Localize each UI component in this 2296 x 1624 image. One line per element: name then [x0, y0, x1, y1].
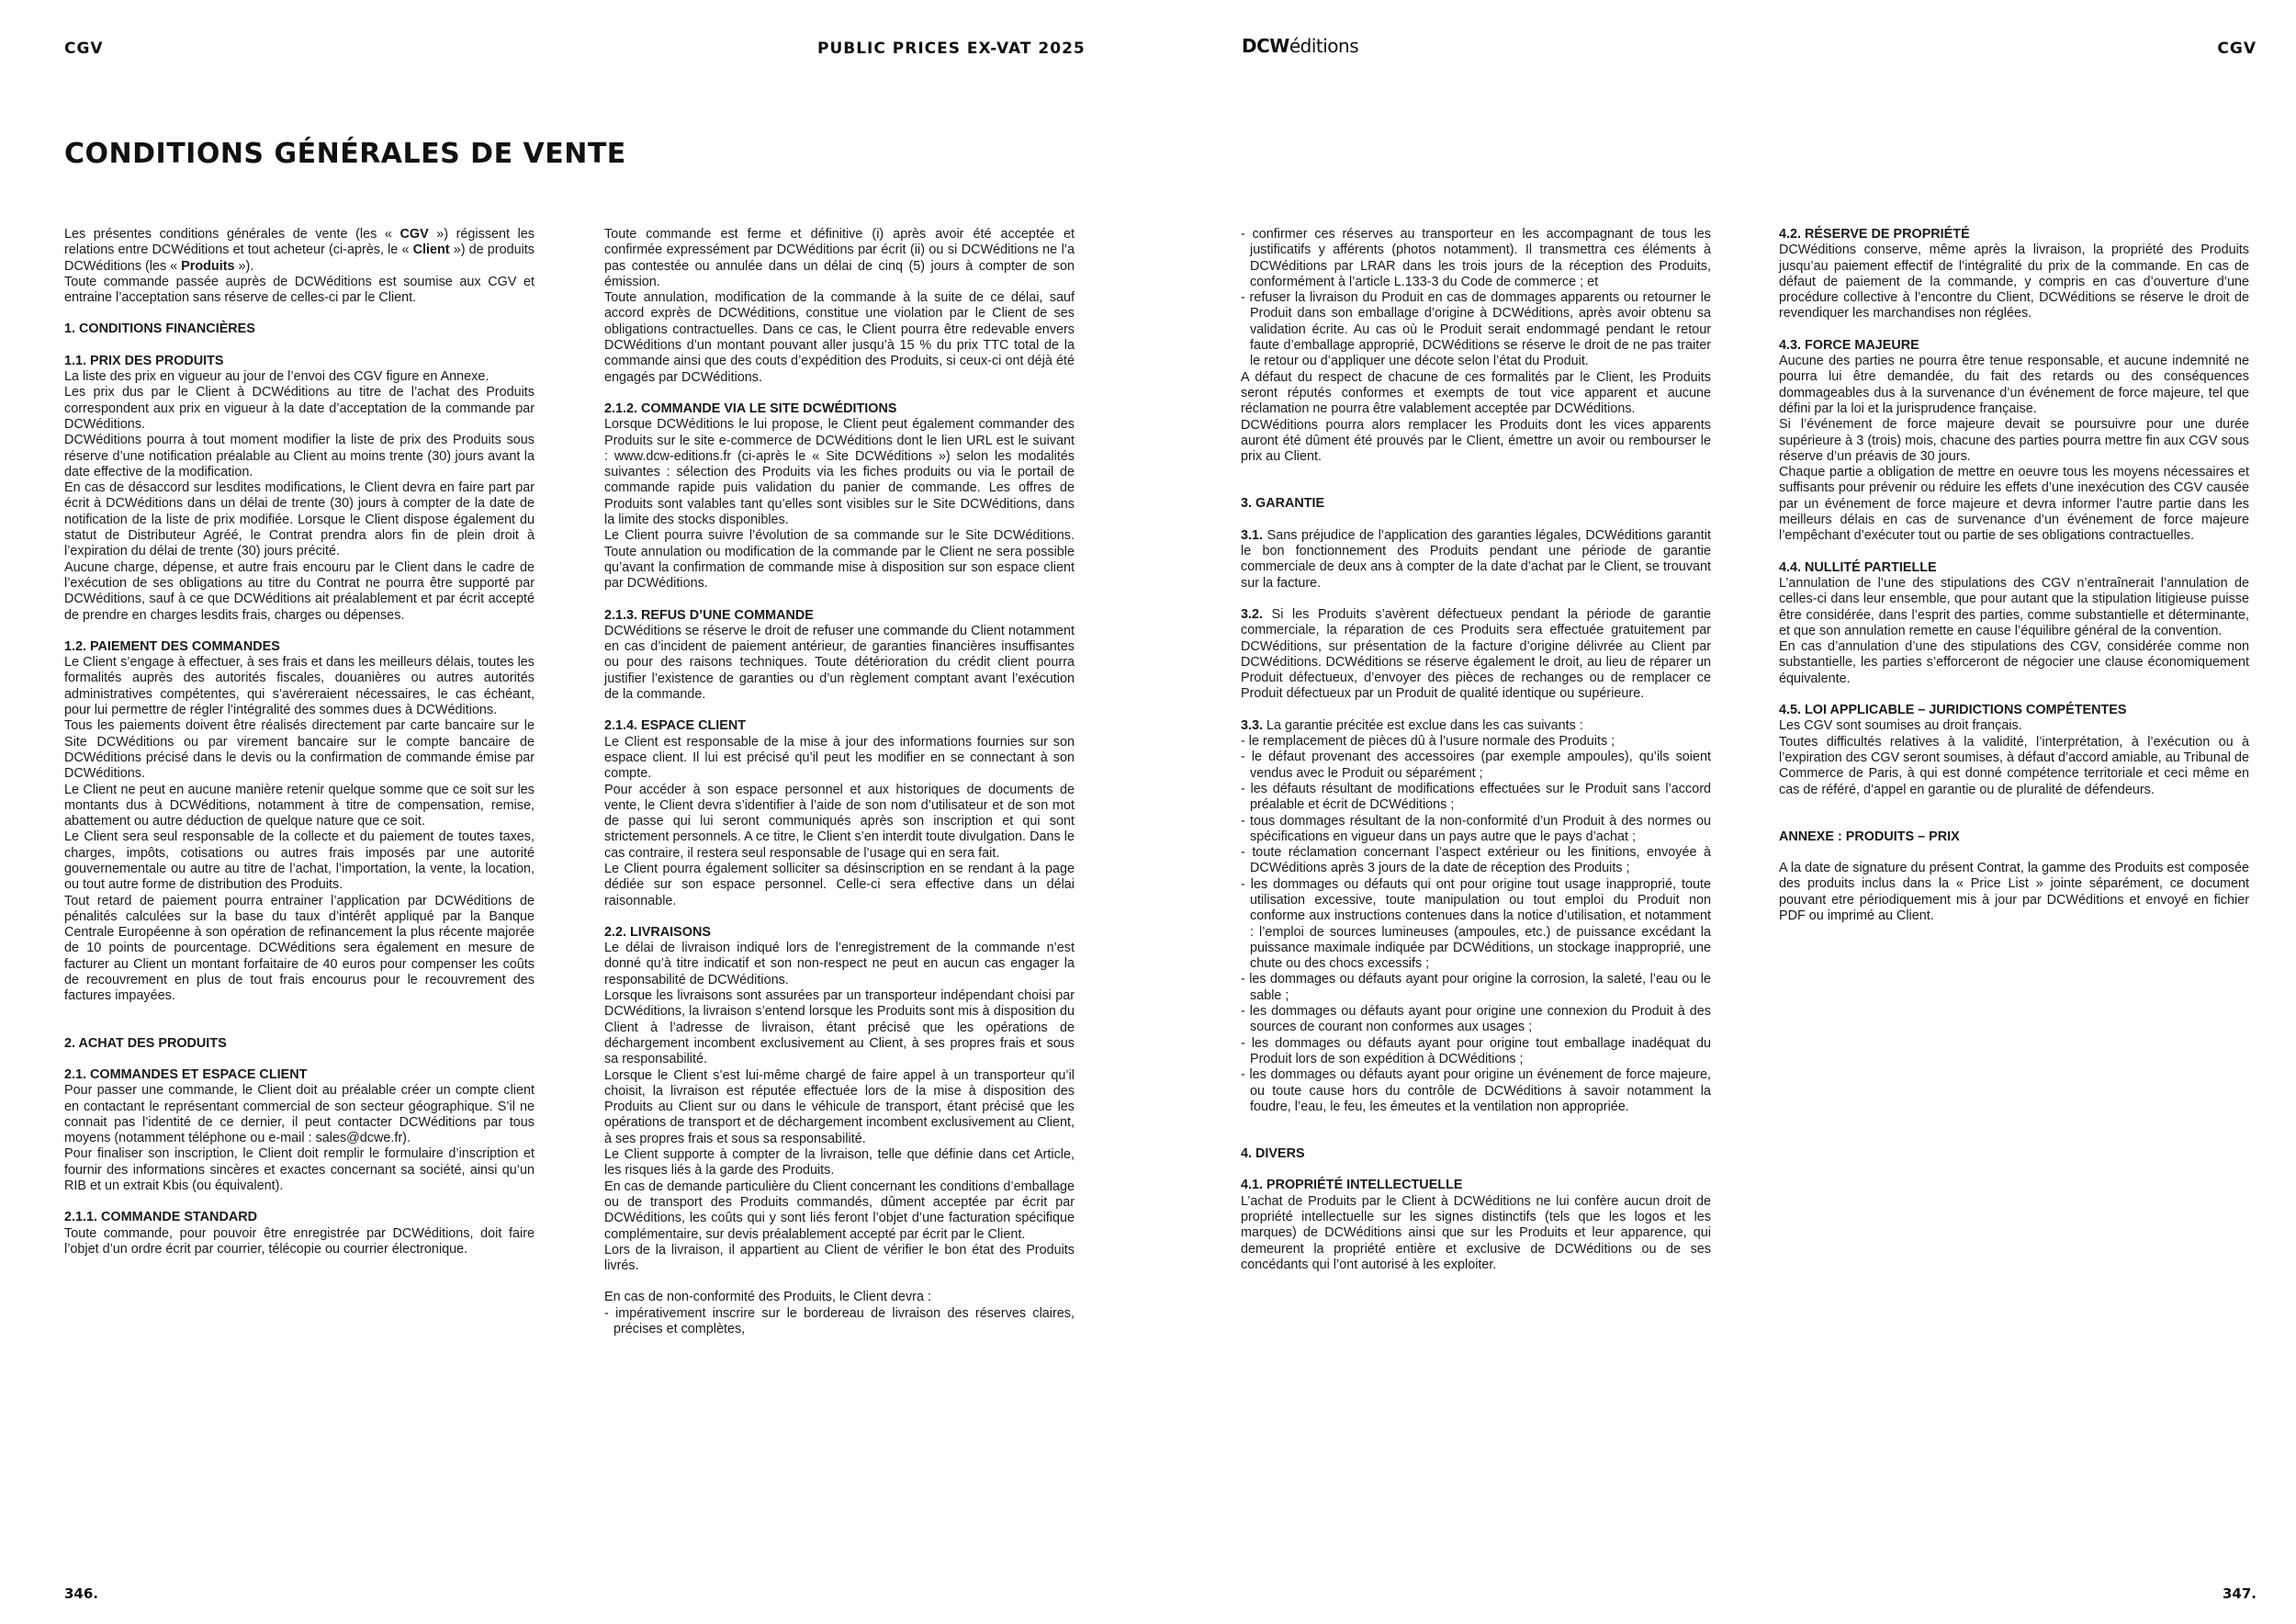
paragraph: Le Client pourra suivre l’évolution de sa commande sur le Site DCWéditions. Toute annulation ou modification de la commande par le Client ne sera possible qu’avant la confirmation de commande mise à disposition sur son espace client par DCWéditions. — [604, 528, 1075, 592]
paragraph: DCWéditions se réserve le droit de refuser une commande du Client notamment en cas d’incident de paiement antérieur, de garanties financières insuffisantes ou pour des raisons techniques. Toute détérioration du crédit client pourra justifier l’existence de garanties ou d’un règlement comptant avant l’exécution de la commande. — [604, 623, 1075, 703]
intro-term: CGV — [400, 227, 429, 242]
paragraph: Lorsque DCWéditions le lui propose, le Client peut également commander des Produits sur le site e-commerce de DCWéditions dont le lien URL est le suivant : www.dcw-editions.fr (ci-après le « Site DCWéditions ») selon les modalités suivantes : sélection des Produits via les fiches produits ou via le portail de commande rapide puis validation du panier de commande. Les offres de Produits sont valables tant qu’elles sont visibles sur le Site DCWéditions, dans la limite des stocks disponibles. — [604, 417, 1075, 528]
paragraph: L’achat de Produits par le Client à DCWéditions ne lui confère aucun droit de propriété intellectuelle sur les signes distinctifs (tels que les logos et les marques) de DCWéditions ainsi que sur les Produits et leur apparence, qui demeurent la propriété entière et exclusive de DCWéditions ou de ses concédants qui l’ont autorisé à les exploiter. — [1241, 1193, 1711, 1272]
header-center-title: PUBLIC PRICES EX-VAT 2025 — [817, 39, 1086, 58]
paragraph: Le Client pourra également solliciter sa désinscription en se rendant à la page dédiée sur son espace personnel. Celle-ci sera effective dans un délai raisonnable. — [604, 861, 1075, 908]
clause-text: La garantie précitée est exclue dans les cas suivants : — [1263, 717, 1583, 733]
paragraph: En cas de demande particulière du Client concernant les conditions d’emballage ou de transport des Produits commandés, dûment acceptée par écrit par DCWéditions, les coûts qui y sont liés feront l’objet d’une facturation spécifique complémentaire, sur devis préalablement accepté par écrit par le Client. — [604, 1179, 1075, 1242]
section-heading: 1.1. PRIX DES PRODUITS — [64, 353, 224, 368]
paragraph — [1241, 528, 1711, 592]
paragraph: Pour finaliser son inscription, le Client doit remplir le formulaire d’inscription et fournir des informations sincères et exactes concernant sa société, ainsi qu’un RIB et un extrait Kbis (ou équivalent). — [64, 1146, 535, 1194]
paragraph: A défaut du respect de chacune de ces formalités par le Client, les Produits seront réputés conformes et exempts de tout vice apparent et aucune réclamation ne pourra être valablement acceptée par DCWéditions. — [1241, 369, 1711, 417]
list-item: - les défauts résultant de modifications effectuées sur le Produit sans l’accord préalable et écrit de DCWéditions ; — [1241, 781, 1711, 813]
section-heading: 2.1. COMMANDES ET ESPACE CLIENT — [64, 1066, 308, 1082]
section-heading: 1. CONDITIONS FINANCIÈRES — [64, 321, 255, 337]
intro-text: ») de produits DCWéditions (les « — [64, 242, 535, 274]
paragraph: Le Client ne peut en aucune manière retenir quelque somme que ce soit sur les montants dus à DCWéditions, notamment à titre de compensation, remise, abattement ou autre déduction de quelque nature que ce soit. — [64, 782, 535, 829]
section-heading: 1.2. PAIEMENT DES COMMANDES — [64, 638, 280, 654]
section-heading: ANNEXE : PRODUITS – PRIX — [1779, 829, 1960, 844]
section-heading: 4.5. LOI APPLICABLE – JURIDICTIONS COMPÉTENTES — [1779, 703, 2127, 718]
paragraph — [1241, 718, 1711, 734]
brand-light: éditions — [1289, 35, 1359, 57]
page-number-right: 347. — [2222, 1585, 2257, 1602]
section-heading: 4. DIVERS — [1241, 1146, 1305, 1162]
list-item: - impérativement inscrire sur le bordereau de livraison des réserves claires, précises et complètes, — [604, 1305, 1075, 1336]
clause-text: Si les Produits s’avèrent défectueux pendant la période de garantie commerciale, la réparation de ces Produits sera effectuée gratuitement par DCWéditions, sur présentation de la facture d’origine délivrée au Client par DCWéditions. DCWéditions se réserve également le droit, au lieu de réparer un Produit défectueux, d’envoyer des pièces de rechanges ou de remplacer ce Produit défectueux par un Produit de qualité identique ou supérieure. — [1241, 606, 1711, 702]
list-item: - toute réclamation concernant l’aspect extérieur ou les finitions, envoyée à DCWéditions après 3 jours de la date de réception des Produits ; — [1241, 845, 1711, 876]
paragraph: Toute annulation, modification de la commande à la suite de ce délai, sauf accord exprès de DCWéditions, constitue une violation par le Client de ses obligations contractuelles. Dans ce cas, le Client pourra être redevable envers DCWéditions d’un montant pouvant aller jusqu’à 15 % du prix TTC total de la commande ainsi que des couts d’expédition des Produits, si ceux-ci ont déjà été engagés par DCWéditions. — [604, 290, 1075, 385]
list-item: - les dommages ou défauts ayant pour origine la corrosion, la saleté, l’eau ou le sable ; — [1241, 972, 1711, 1003]
list-item: - confirmer ces réserves au transporteur en les accompagnant de tous les justificatifs y afférents (photos notamment). Il transmettra ces éléments à DCWéditions par LRAR dans les trois jours de la réception des Produits, conformément à l’article L.133-3 du Code de commerce ; et — [1241, 227, 1711, 289]
paragraph: Toute commande est ferme et définitive (i) après avoir été acceptée et confirmée expressément par DCWéditions par écrit (ii) ou si DCWéditions ne l’a pas contestée ou annulée dans un délai de cinq (5) jours à compter de son émission. — [604, 227, 1075, 289]
paragraph: DCWéditions conserve, même après la livraison, la propriété des Produits jusqu’au paiement effectif de l’intégralité du prix de la commande. En cas de défaut de paiement de la commande, y compris en cas d’ouverture d’une procédure collective à l’encontre du Client, DCWéditions se réserve le droit de revendiquer les marchandises non réglées. — [1779, 242, 2249, 321]
section-heading: 3. GARANTIE — [1241, 496, 1325, 512]
column-2 — [604, 227, 1075, 1337]
page-number-left: 346. — [64, 1585, 99, 1602]
intro-term: Client — [412, 242, 450, 258]
section-heading: 4.3. FORCE MAJEURE — [1779, 337, 1919, 353]
paragraph: Lorsque le Client s’est lui-même chargé de faire appel à un transporteur qu’il choisit, la livraison est réputée effectuée lors de la mise à disposition des Produits au Client sur ou dans le véhicule de transport, étant précisé que les opérations de transport et de déchargement incombent exclusivement au Client, à ses propres frais et sous sa responsabilité. — [604, 1067, 1075, 1146]
list-item: - les dommages ou défauts qui ont pour origine tout usage inapproprié, toute utilisation excessive, toute manipulation ou tout emploi du Produit non conforme aux instructions contenues dans la notice d’utilisation, et notamment : l’emploi de sources lumineuses (ampoules, etc.) de puissance excédant la puissance maximale indiquée par DCWéditions, un stockage inapproprié, une chute ou des chocs excessifs ; — [1241, 876, 1711, 972]
paragraph: Le délai de livraison indiqué lors de l’enregistrement de la commande n’est donné qu’à titre indicatif et son non-respect ne peut en aucun cas engager la responsabilité de DCWéditions. — [604, 941, 1075, 987]
section-heading: 4.4. NULLITÉ PARTIELLE — [1779, 559, 1937, 575]
list-item: - tous dommages résultant de la non-conformité d’un Produit à des normes ou spécifications en vigueur dans un pays autre que le pays d’achat ; — [1241, 813, 1711, 844]
section-heading: 2.1.3. REFUS D’UNE COMMANDE — [604, 607, 814, 623]
section-heading: 4.2. RÉSERVE DE PROPRIÉTÉ — [1779, 227, 1970, 242]
intro-text: Les présentes conditions générales de vente (les « — [64, 227, 400, 242]
paragraph: L’annulation de l’une des stipulations des CGV n’entraînerait l’annulation de celles-ci dans leur ensemble, que pour autant que la stipulation litigieuse puisse être considérée, dans l’esprit des parties, comme substantielle et déterminante, et que son annulation remette en cause l’équilibre général de la convention. — [1779, 575, 2249, 638]
paragraph: Toute commande, pour pouvoir être enregistrée par DCWéditions, doit faire l’objet d’un ordre écrit par courrier, télécopie ou courrier électronique. — [64, 1225, 535, 1257]
section-heading: 2.2. LIVRAISONS — [604, 924, 711, 940]
paragraph: La liste des prix en vigueur au jour de l’envoi des CGV figure en Annexe. — [64, 369, 490, 385]
clause-text: Sans préjudice de l’application des garanties légales, DCWéditions garantit le bon fonctionnement des Produits pendant une période de garantie commerciale de deux ans à compter de la date d’achat par le Client, se trouvant sur la facture. — [1241, 527, 1711, 591]
paragraph: Tout retard de paiement pourra entrainer l’application par DCWéditions de pénalités calculées sur la base du taux d’intérêt appliqué par la Banque Centrale Européenne à son opération de refinancement la plus récente majorée de 10 points de pourcentage. DCWéditions sera également en mesure de facturer au Client un montant forfaitaire de 40 euros pour compenser les coûts de recouvrement en plus de tout frais encourus pour le recouvrement des factures impayées. — [64, 893, 535, 1004]
paragraph: Toutes difficultés relatives à la validité, l’interprétation, à l’exécution ou à l’expiration des CGV seront soumises, à défaut d’accord amiable, au Tribunal de Commerce de Paris, à qui est donné compétence territoriale et ceci même en cas de référé, d’appel en garantie ou de pluralité de défendeurs. — [1779, 734, 2249, 797]
paragraph: Le Client sera seul responsable de la collecte et du paiement de toutes taxes, charges, impôts, cotisations ou autres frais imposés par une autorité gouvernementale ou autre au titre de l’achat, l’importation, la vente, la location, ou tout autre forme de distribution des Produits. — [64, 829, 535, 893]
paragraph: DCWéditions pourra alors remplacer les Produits dont les vices apparents auront été dûment été prouvés par le Client, émettre un avoir ou rembourser le prix au Client. — [1241, 417, 1711, 465]
clause-number: 3.3. — [1241, 717, 1264, 733]
paragraph: Chaque partie a obligation de mettre en oeuvre tous les moyens nécessaires et suffisants pour prévenir ou réduire les effets d’une inexécution des CGV causée par un événement de force majeure et devra informer l’autre partie dans les meilleurs délais en cas de survenance d’un événement de force majeure l’empêchant d’exécuter tout ou partie de ses obligations contractuelles. — [1779, 465, 2249, 544]
paragraph: Pour accéder à son espace personnel et aux historiques de documents de vente, le Client devra s’identifier à l’aide de son nom d’utilisateur et de son mot de passe qui lui seront communiqués après son inscription et qui sont strictement personnels. A ce titre, le Client s’en interdit toute divulgation. Dans le cas contraire, il restera seul responsable de l’usage qui en sera fait. — [604, 782, 1075, 861]
brand-logo — [1242, 35, 1358, 57]
paragraph: Le Client est responsable de la mise à jour des informations fournies sur son espace client. Il lui est précisé qu’il peut les modifier en se connectant à son compte. — [604, 734, 1075, 782]
clause-number: 3.2. — [1241, 606, 1264, 622]
brand-bold: DCW — [1242, 35, 1289, 57]
list-item: - refuser la livraison du Produit en cas de dommages apparents ou retourner le Produit dans son emballage d’origine à DCWéditions, après avoir obtenu sa validation écrite. Au cas où le Produit serait endommagé pendant le retour faute d’emballage approprié, DCWéditions se réserve le droit de ne pas traiter le retour ou d’appliquer une décote selon l’état du Produit. — [1241, 290, 1711, 369]
list-item: - les dommages ou défauts ayant pour origine tout emballage inadéquat du Produit lors de son expédition à DCWéditions ; — [1241, 1035, 1711, 1066]
section-heading: 2.1.1. COMMANDE STANDARD — [64, 1210, 258, 1225]
section-heading: 4.1. PROPRIÉTÉ INTELLECTUELLE — [1241, 1178, 1463, 1193]
paragraph: En cas de non-conformité des Produits, le Client devra : — [604, 1290, 931, 1305]
list-item: - le défaut provenant des accessoires (par exemple ampoules), qu’ils soient vendus avec le Produit ou séparément ; — [1241, 750, 1711, 781]
page-title: CONDITIONS GÉNÉRALES DE VENTE — [64, 138, 626, 170]
paragraph: Tous les paiements doivent être réalisés directement par carte bancaire sur le Site DCWéditions ou par virement bancaire sur le compte bancaire de DCWéditions précisé dans le devis ou la confirmation de commande émise par DCWéditions. — [64, 718, 535, 782]
intro-paragraph — [64, 227, 535, 275]
paragraph: Aucune des parties ne pourra être tenue responsable, et aucune indemnité ne pourra lui être demandée, du fait des retards ou des conséquences dommageables dus à la survenance d’un événement de force majeure, tel que défini par la loi et la jurisprudence française. — [1779, 354, 2249, 416]
paragraph: En cas d’annulation d’une des stipulations des CGV, considérée comme non substantielle, les parties s’efforceront de négocier une clause économiquement équivalente. — [1779, 639, 2249, 686]
paragraph: Toute commande passée auprès de DCWéditions est soumise aux CGV et entraine l’acceptation sans réserve de celles-ci par le Client. — [64, 274, 535, 306]
paragraph: Les CGV sont soumises au droit français. — [1779, 718, 2022, 734]
paragraph — [1241, 607, 1711, 703]
section-heading: 2. ACHAT DES PRODUITS — [64, 1035, 227, 1051]
paragraph: Le Client s’engage à effectuer, à ses frais et dans les meilleurs délais, toutes les formalités auprès des autorités fiscales, douanières ou autres autorités administratives compétentes, qui s’avéreraient nécessaires, le cas échéant, pour lui permettre de régler l’intégralité des sommes dues à DCWéditions. — [64, 655, 535, 718]
paragraph: Aucune charge, dépense, et autre frais encouru par le Client dans le cadre de l’exécution de ses obligations au titre du Contrat ne pourra être supporté par DCWéditions, sauf à ce que DCWéditions ait préalablement et par écrit accepté de prendre en charges lesdits frais, charges ou dépenses. — [64, 559, 535, 623]
list-item: - le remplacement de pièces dû à l’usure normale des Produits ; — [1241, 734, 1615, 750]
paragraph: Si l’événement de force majeure devait se poursuivre pour une durée supérieure à 3 (trois) mois, chacune des parties pourra mettre fin aux CGV sous réserve d’un préavis de 30 jours. — [1779, 417, 2249, 464]
intro-term: Produits — [181, 258, 235, 274]
paragraph: En cas de désaccord sur lesdites modifications, le Client devra en faire part par écrit à DCWéditions dans un délai de trente (30) jours à compter de la date de notification de la liste de prix modifiée. Lorsque le Client dispose également du statut de Distributeur Agréé, le Contrat prendra alors fin de plein droit à l’expiration du délai de trente (30) jours précité. — [64, 480, 535, 559]
paragraph: Lors de la livraison, il appartient au Client de vérifier le bon état des Produits livrés. — [604, 1242, 1075, 1274]
paragraph: A la date de signature du présent Contrat, la gamme des Produits est composée des produits inclus dans la « Price List » jointe séparément, ce document pouvant etre périodiquement mis à jour par DCWéditions et envoyé en fichier PDF ou imprimé au Client. — [1779, 861, 2249, 923]
paragraph: Les prix dus par le Client à DCWéditions au titre de l’achat des Produits correspondent aux prix en vigueur à la date d’acceptation de la commande par DCWéditions. — [64, 385, 535, 432]
section-heading: 2.1.2. COMMANDE VIA LE SITE DCWÉDITIONS — [604, 400, 897, 416]
column-3 — [1241, 227, 1711, 1273]
list-item: - les dommages ou défauts ayant pour origine une connexion du Produit à des sources de courant non conformes aux usages ; — [1241, 1004, 1711, 1035]
paragraph: DCWéditions pourra à tout moment modifier la liste de prix des Produits sous réserve d’une notification préalable au Client au moins trente (30) jours avant la date effective de la modification. — [64, 433, 535, 479]
column-4 — [1779, 227, 2249, 924]
clause-number: 3.1. — [1241, 527, 1264, 543]
column-1 — [64, 227, 535, 1257]
intro-text: ») régissent les relations entre DCWéditions et tout acheteur (ci-après, le « — [64, 227, 535, 258]
intro-text: »). — [234, 258, 254, 274]
header-right-tag: CGV — [2217, 39, 2257, 58]
paragraph: Le Client supporte à compter de la livraison, telle que définie dans cet Article, les risques liés à la garde des Produits. — [604, 1147, 1075, 1179]
list-item: - les dommages ou défauts ayant pour origine un événement de force majeure, ou toute cause hors du contrôle de DCWéditions à savoir notamment la foudre, l’eau, le feu, les émeutes et la ventilation non appropriée. — [1241, 1067, 1711, 1114]
paragraph: Lorsque les livraisons sont assurées par un transporteur indépendant choisi par DCWéditions, la livraison s’entend lorsque les Produits sont mis à disposition du Client à l’adresse de livraison, étant précisé que les opérations de déchargement incombent exclusivement au Client, à ses propres frais et sous sa responsabilité. — [604, 988, 1075, 1067]
section-heading: 2.1.4. ESPACE CLIENT — [604, 718, 747, 734]
paragraph: Pour passer une commande, le Client doit au préalable créer un compte client en contactant le représentant commercial de son secteur géographique. S’il ne connait pas l’identité de ce dernier, il peut contacter DCWéditions par tous moyens (notamment téléphone ou e-mail : sales@dcwe.fr). — [64, 1083, 535, 1146]
header-left-tag: CGV — [64, 39, 104, 58]
